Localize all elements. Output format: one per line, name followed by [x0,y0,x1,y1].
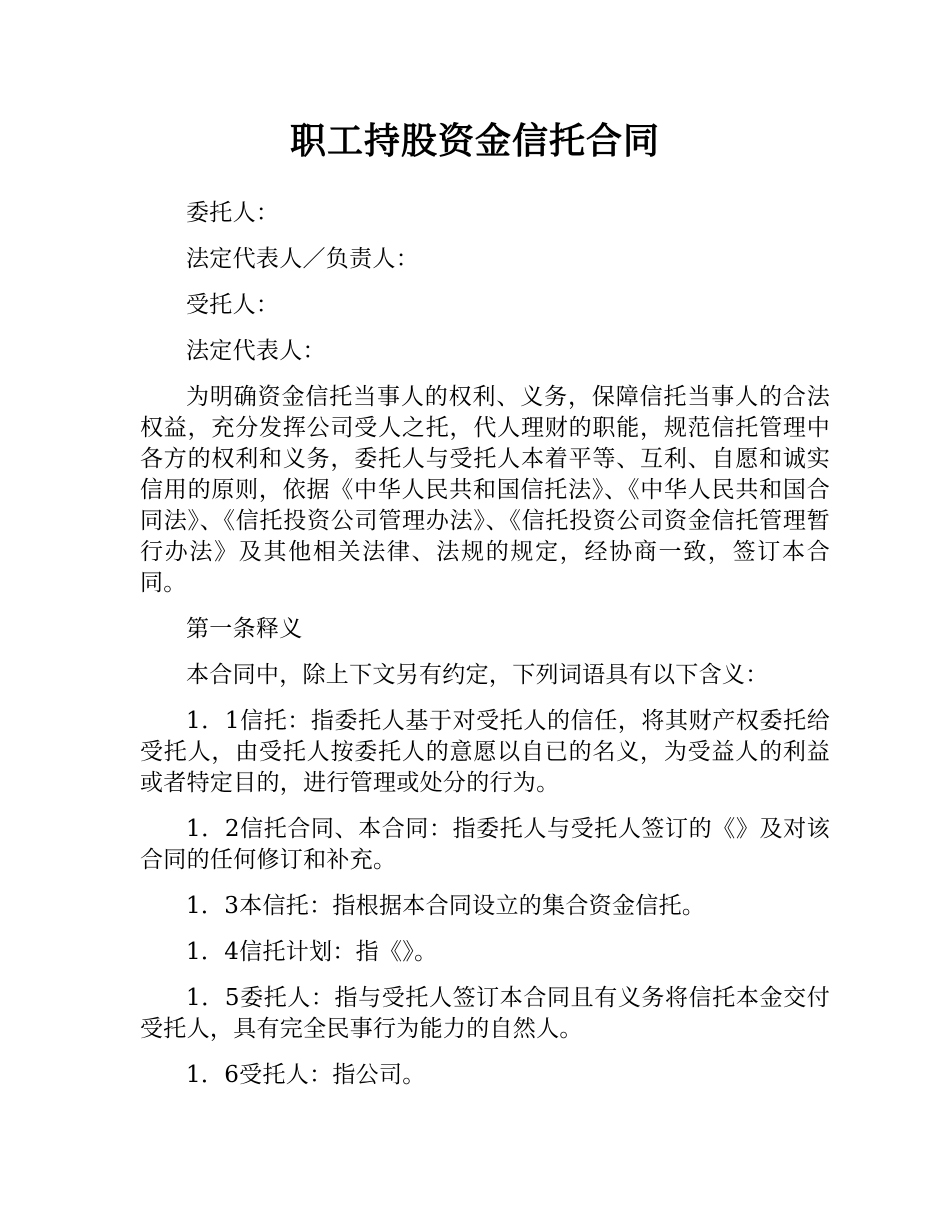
paragraph-preamble: 为明确资金信托当事人的权利、义务，保障信托当事人的合法权益，充分发挥公司受人之托，代人理财的职能，规范信托管理中各方的权利和义务，委托人与受托人本着平等、互利、自愿和诚实信用的原则，依据《中华人民共和国信托法》、《中华人民共和国合同法》、《信托投资公司管理办法》、《信托投资公司资金信托管理暂行办法》及其他相关法律、法规的规定，经协商一致，签订本合同。 [140,384,830,596]
document-body [140,198,830,1106]
document-title: 职工持股资金信托合同 [289,121,660,162]
paragraph-clause-1-3: 1．3本信托：指根据本合同设立的集合资金信托。 [186,893,706,919]
paragraph-principal-representative: 法定代表人／负责人： [186,246,419,272]
paragraph-clause-1-1: 1．1信托：指委托人基于对受托人的信任，将其财产权委托给受托人，由受托人按委托人的意愿以自已的名义，为受益人的利益或者特定目的，进行管理或处分的行为。 [140,708,830,796]
paragraph-article-1-heading: 第一条释义 [186,616,303,642]
paragraph-clause-1-5: 1．5委托人：指与受托人签订本合同且有义务将信托本金交付受托人，具有完全民事行为能力的自然人。 [140,985,830,1042]
paragraph-principal: 委托人： [186,200,280,226]
paragraph-definitions-intro: 本合同中，除上下文另有约定，下列词语具有以下含义： [186,662,769,688]
paragraph-clause-1-2: 1．2信托合同、本合同：指委托人与受托人签订的《》及对该合同的任何修订和补充。 [140,816,830,873]
paragraph-clause-1-6: 1．6受托人：指公司。 [186,1062,426,1088]
paragraph-trustee: 受托人： [186,292,280,318]
paragraph-clause-1-4: 1．4信托计划：指《》。 [186,939,438,965]
paragraph-trustee-representative: 法定代表人： [186,338,326,364]
